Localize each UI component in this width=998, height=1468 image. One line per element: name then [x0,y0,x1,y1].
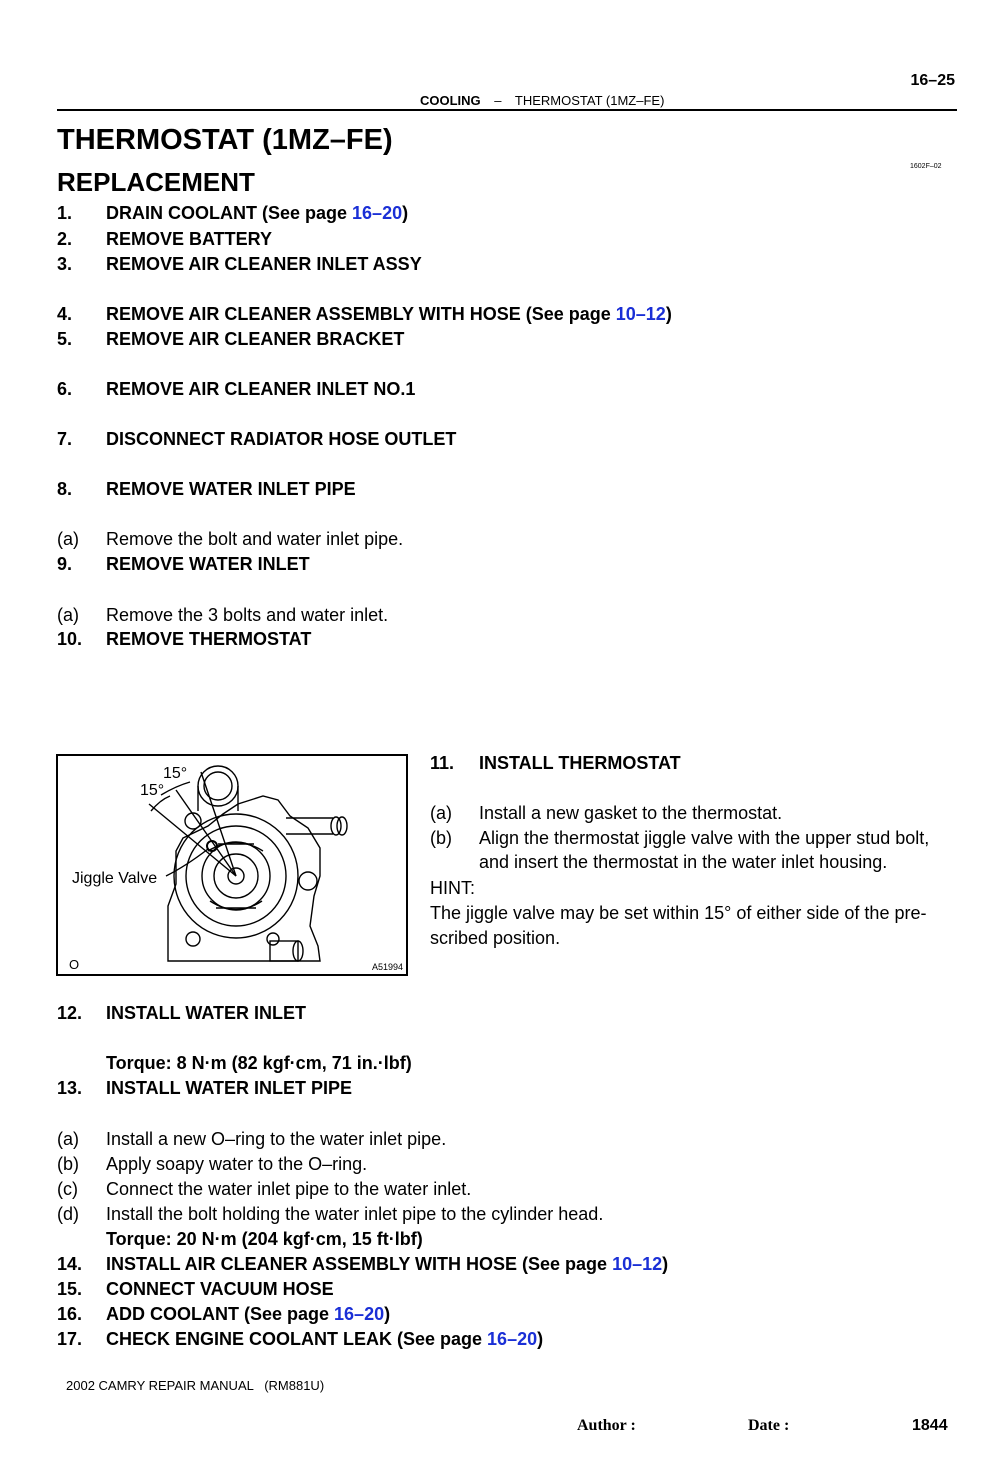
substep-letter: (a) [430,803,452,823]
substep-text: Remove the bolt and water inlet pipe. [106,529,404,549]
author-label: Author : [577,1417,636,1434]
angle-label-lower: 15° [140,782,165,799]
step-number: 2. [57,229,73,249]
step-number: 3. [57,254,73,274]
step-tail: ) [665,304,672,324]
thermostat-figure [56,754,408,976]
hint-text: The jiggle valve may be set within 15° of either side of the pre- [430,903,927,923]
substep-text: Connect the water inlet pipe to the water inlet. [106,1179,472,1199]
step-tail: ) [537,1329,544,1349]
step-text: INSTALL WATER INLET [106,1003,306,1023]
header-subsection: THERMOSTAT (1MZ–FE) [514,93,665,108]
step-number: 9. [57,554,73,574]
date-label: Date : [748,1417,790,1434]
step-label: CHECK ENGINE COOLANT LEAK (See page [106,1329,488,1349]
step-number: 1. [57,203,73,223]
substep-letter: (c) [57,1179,78,1199]
substep-letter: (d) [57,1204,79,1224]
manual-footer: 2002 CAMRY REPAIR MANUAL (RM881U) [66,1378,325,1393]
page-link[interactable]: 16–20 [352,203,403,223]
hint-label: HINT: [430,878,475,898]
step-text [106,203,408,224]
step-number: 8. [57,479,73,499]
thermostat-drawing [58,756,406,974]
page-title: THERMOSTAT (1MZ–FE) [57,124,393,156]
doc-code: 1602F–02 [910,163,942,170]
figure-corner-mark: O [69,957,80,972]
substep-letter: (b) [57,1154,79,1174]
substep-text: Install a new gasket to the thermostat. [479,803,783,823]
page-link[interactable]: 10–12 [615,304,666,324]
step-number: 6. [57,379,73,399]
step-label: ADD COOLANT (See page [106,1304,335,1324]
step-text: REMOVE WATER INLET PIPE [106,479,356,499]
substep-text-cont: and insert the thermostat in the water inlet housing. [479,852,888,872]
step-number: 15. [57,1279,83,1299]
step-text [106,1329,543,1350]
substep-text: Align the thermostat jiggle valve with the upper stud bolt, [479,828,930,848]
step-text [106,1254,668,1275]
running-header [420,93,664,108]
step-tail: ) [384,1304,391,1324]
step-text: REMOVE WATER INLET [106,554,310,574]
step-text: CONNECT VACUUM HOSE [106,1279,334,1299]
substep-letter: (b) [430,828,452,848]
page-link[interactable]: 16–20 [487,1329,538,1349]
step-text: REMOVE THERMOSTAT [106,629,312,649]
step-text: REMOVE AIR CLEANER INLET NO.1 [106,379,416,399]
step-text: INSTALL THERMOSTAT [479,753,681,773]
torque-spec: Torque: 20 N·m (204 kgf·cm, 15 ft·lbf) [106,1229,423,1249]
step-tail: ) [402,203,409,223]
header-dash: – [494,93,502,108]
header-section: COOLING [420,93,481,108]
step-number: 12. [57,1003,83,1023]
step-label: DRAIN COOLANT (See page [106,203,353,223]
page-link[interactable]: 10–12 [612,1254,663,1274]
step-text [106,304,672,325]
step-text [106,1304,390,1325]
figure-code: A51994 [371,962,403,972]
substep-text: Install a new O–ring to the water inlet pipe. [106,1129,447,1149]
substep-text: Apply soapy water to the O–ring. [106,1154,368,1174]
step-text: REMOVE BATTERY [106,229,273,249]
section-subtitle: REPLACEMENT [57,167,255,197]
step-number: 13. [57,1078,83,1098]
hint-text-cont: scribed position. [430,928,561,948]
step-text: DISCONNECT RADIATOR HOSE OUTLET [106,429,457,449]
step-label: INSTALL AIR CLEANER ASSEMBLY WITH HOSE (See page [106,1254,613,1274]
step-tail: ) [662,1254,669,1274]
jiggle-valve-label: Jiggle Valve [72,870,158,887]
step-number: 4. [57,304,73,324]
step-number: 7. [57,429,73,449]
step-label: REMOVE AIR CLEANER ASSEMBLY WITH HOSE (See page [106,304,616,324]
substep-text: Remove the 3 bolts and water inlet. [106,605,389,625]
step-number: 5. [57,329,73,349]
step-number: 17. [57,1329,83,1349]
header-rule [57,109,957,111]
step-number: 11. [430,753,455,773]
step-text: INSTALL WATER INLET PIPE [106,1078,353,1098]
page-total: 1844 [912,1417,948,1434]
angle-label-upper: 15° [163,765,188,782]
page-number: 16–25 [910,72,955,89]
substep-letter: (a) [57,1129,79,1149]
substep-text: Install the bolt holding the water inlet pipe to the cylinder head. [106,1204,604,1224]
substep-letter: (a) [57,529,79,549]
substep-letter: (a) [57,605,79,625]
step-number: 10. [57,629,83,649]
step-text: REMOVE AIR CLEANER BRACKET [106,329,405,349]
torque-spec: Torque: 8 N·m (82 kgf·cm, 71 in.·lbf) [106,1053,412,1073]
step-text: REMOVE AIR CLEANER INLET ASSY [106,254,422,274]
step-number: 14. [57,1254,83,1274]
page-link[interactable]: 16–20 [334,1304,385,1324]
step-number: 16. [57,1304,83,1324]
